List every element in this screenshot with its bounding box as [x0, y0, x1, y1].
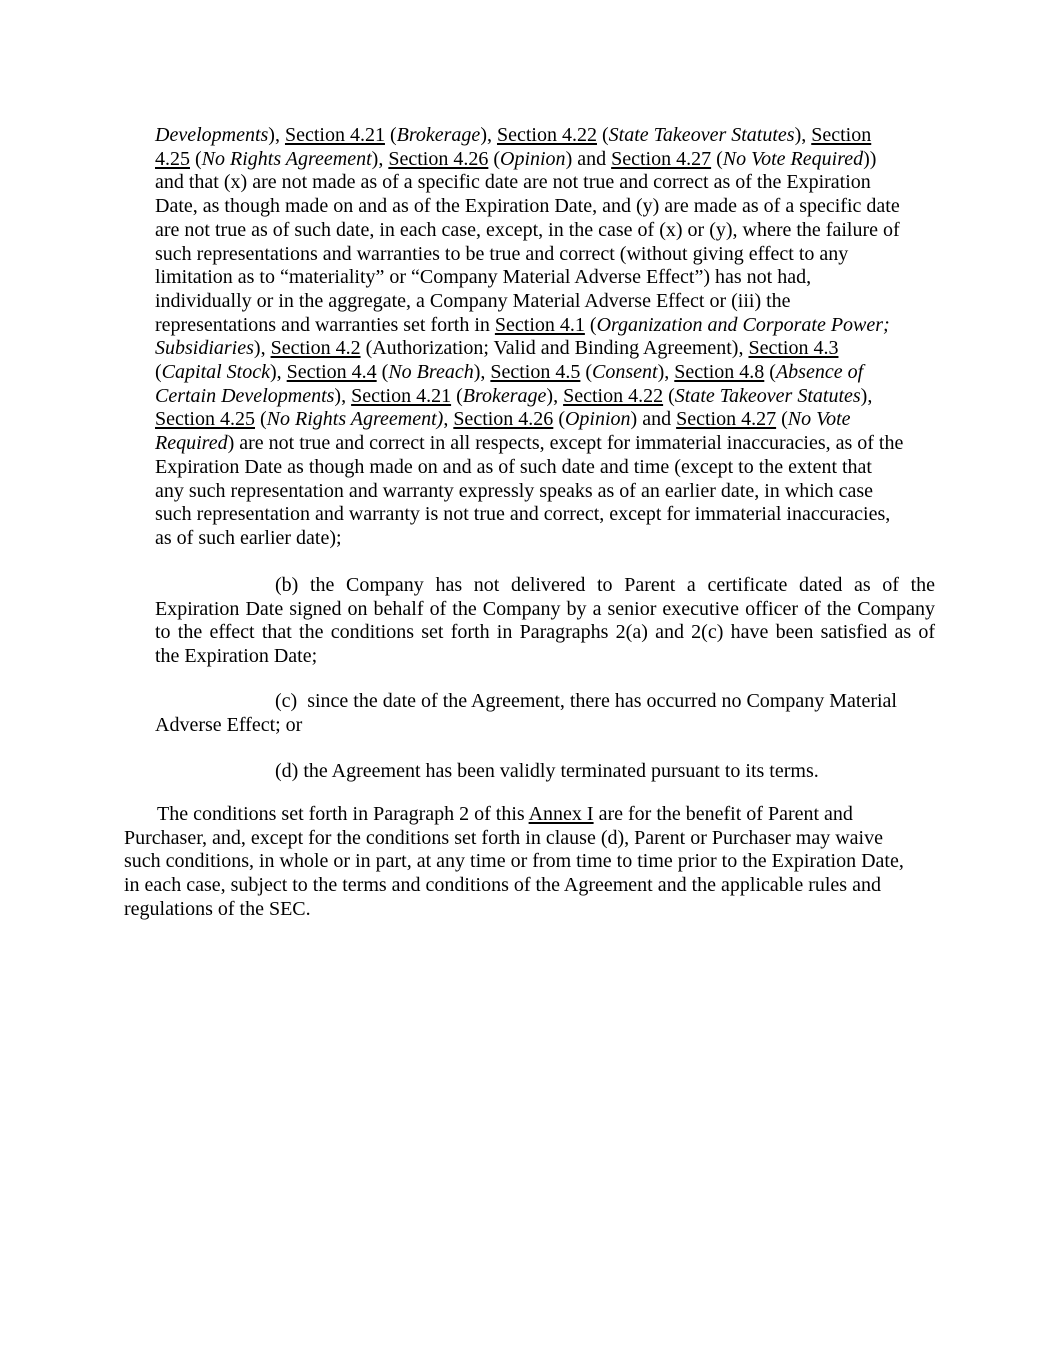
text-line [155, 574, 935, 598]
text-run: ) are not true and correct in all respects, except for immaterial inaccuracies, as of the [227, 432, 904, 455]
text-run: Brokerage [396, 124, 481, 146]
paragraph-clause-d [155, 760, 955, 784]
section-reference: Section 4.4 [286, 361, 377, 384]
text-run: Date, as though made on and as of the Expiration Date, and (y) are made as of a specific date [155, 195, 900, 218]
text-run: Absence of [775, 361, 864, 384]
text-run: Brokerage [462, 384, 547, 407]
text-run: No Rights Agreement) [266, 408, 444, 431]
text-run: Expiration Date as though made on and as of such date and time (except to the extent that [155, 455, 872, 478]
text-line [155, 195, 955, 219]
text-line [155, 480, 955, 504]
text-run: No Rights Agreement [201, 147, 372, 170]
text-run: are not true as of such date, in each case, except, in the case of (x) or (y), where the failure of [155, 218, 900, 241]
text-run: Opinion [500, 147, 566, 170]
section-reference: Section 4.3 [748, 337, 839, 360]
text-line [155, 243, 955, 267]
text-run: such conditions, in whole or in part, at any time or from time to time prior to the Expiration Date, [124, 850, 904, 873]
text-line [155, 148, 955, 172]
text-run: Opinion [564, 408, 631, 431]
text-run: )) [863, 147, 877, 170]
text-run: (b) the Company has not delivered to Parent a certificate dated as of the [275, 574, 935, 596]
text-run: ( [488, 147, 500, 170]
paragraph-clause-a-continuation [155, 124, 955, 551]
text-run: ( [584, 313, 597, 336]
text-line [155, 760, 955, 784]
text-run: and that (x) are not made as of a specific date are not true and correct as of the Expiration [155, 171, 871, 194]
text-run: Developments [155, 124, 269, 146]
section-reference: Section 4.27 [611, 147, 712, 170]
text-line [155, 266, 955, 290]
text-run: No Vote Required [722, 147, 864, 170]
section-reference: Section 4.21 [284, 124, 385, 146]
text-run: ( [776, 408, 788, 431]
text-run: , [443, 408, 454, 431]
text-run: ( [255, 408, 267, 431]
text-line [124, 874, 948, 898]
section-reference: Annex I [528, 803, 594, 825]
text-line [155, 337, 955, 361]
text-run: State Takeover Statutes [608, 124, 795, 146]
text-run: Subsidiaries [155, 337, 254, 360]
text-run: ( [596, 124, 609, 146]
text-run: No Vote [787, 408, 851, 431]
text-run: ), [473, 361, 491, 384]
text-line [155, 219, 955, 243]
text-run: Adverse Effect; or [155, 713, 303, 736]
text-line [124, 898, 948, 922]
text-line [124, 850, 948, 874]
text-run: limitation as to “materiality” or “Company Material Adverse Effect”) has not had, [155, 266, 812, 289]
text-line [155, 171, 955, 195]
text-run: ( [384, 124, 397, 146]
text-line [155, 361, 955, 385]
text-run: ( [451, 384, 463, 407]
text-run: ( [155, 361, 162, 384]
text-run: ( [553, 408, 565, 431]
text-run: ) and [565, 147, 612, 170]
section-reference: Section 4.8 [674, 361, 765, 384]
section-reference: Section 4.2 [270, 337, 361, 360]
section-reference: Section 4.27 [676, 408, 777, 431]
paragraph-clause-b [155, 574, 935, 669]
text-run: (d) the Agreement has been validly terminated pursuant to its terms. [275, 760, 819, 782]
text-run: to the effect that the conditions set forth in Paragraphs 2(a) and 2(c) have been satisfied as of [155, 621, 935, 644]
text-run: ), [334, 384, 352, 407]
section-reference: Section 4.26 [453, 408, 554, 431]
text-line [155, 124, 955, 148]
text-line [155, 408, 955, 432]
text-run: ), [268, 124, 285, 146]
text-run: any such representation and warranty expressly speaks as of an earlier date, in which case [155, 479, 874, 502]
text-run: ( [764, 361, 776, 384]
text-run: representations and warranties set forth in [155, 313, 495, 336]
text-line [155, 503, 955, 527]
text-run: ) and [630, 408, 677, 431]
text-line [155, 385, 955, 409]
text-run: ), [657, 361, 675, 384]
text-run: ), [860, 384, 873, 407]
text-run: such representations and warranties to be true and correct (without giving effect to any [155, 242, 849, 265]
text-run: are for the benefit of Parent and [593, 803, 853, 825]
section-reference: Section [811, 124, 872, 146]
text-line [155, 690, 955, 714]
text-line [155, 456, 955, 480]
text-run: No Breach [388, 361, 474, 384]
text-run: ( [190, 147, 202, 170]
text-run: Expiration Date signed on behalf of the Company by a senior executive officer of the Company [155, 597, 935, 620]
text-run: Required [155, 432, 228, 455]
text-run: Consent [592, 361, 658, 384]
text-line [155, 645, 935, 669]
text-line [155, 527, 955, 551]
section-reference: 4.25 [155, 147, 190, 170]
text-run: as of such earlier date); [155, 526, 342, 549]
text-run: such representation and warranty is not true and correct, except for immaterial inaccuracies, [155, 503, 891, 526]
text-run: ( [580, 361, 593, 384]
text-run: ), [480, 124, 497, 146]
text-line [124, 827, 948, 851]
text-line [124, 803, 948, 827]
text-line [155, 621, 935, 645]
text-run: individually or in the aggregate, a Company Material Adverse Effect or (iii) the [155, 289, 791, 312]
text-run: Purchaser, and, except for the conditions set forth in clause (d), Parent or Purchaser may waive [124, 826, 883, 849]
text-line [155, 432, 955, 456]
text-run: ), [794, 124, 812, 146]
text-run: (c) since the date of the Agreement, there has occurred no Company Material [275, 690, 897, 712]
text-run: Certain Developments [155, 384, 335, 407]
text-line [155, 714, 955, 738]
text-run: ), [253, 337, 271, 360]
section-reference: Section 4.1 [494, 313, 585, 336]
text-run: (Authorization; Valid and Binding Agreement), [360, 337, 749, 360]
text-line [155, 290, 955, 314]
text-run: the Expiration Date; [155, 645, 318, 668]
section-reference: Section 4.26 [388, 147, 489, 170]
section-reference: Section 4.22 [563, 384, 664, 407]
text-run: ( [376, 361, 389, 384]
text-run: ( [711, 147, 723, 170]
section-reference: Section 4.25 [155, 408, 255, 431]
section-reference: Section 4.5 [490, 361, 581, 384]
text-run: ( [663, 384, 675, 407]
text-run: State Takeover Statutes [674, 384, 861, 407]
text-run: in each case, subject to the terms and conditions of the Agreement and the applicable rules and [124, 874, 881, 897]
paragraph-closing-waiver [124, 803, 948, 922]
text-run: ), [270, 361, 287, 384]
text-run: Capital Stock [161, 361, 270, 384]
text-run: ), [546, 384, 564, 407]
text-run: regulations of the SEC. [124, 897, 311, 920]
text-line [155, 598, 935, 622]
section-reference: Section 4.22 [496, 124, 597, 146]
text-run: ), [371, 147, 389, 170]
text-run: Organization and Corporate Power; [596, 313, 890, 336]
paragraph-clause-c [155, 690, 955, 737]
text-line [155, 314, 955, 338]
text-run: The conditions set forth in Paragraph 2 of this [157, 803, 529, 825]
section-reference: Section 4.21 [351, 384, 452, 407]
